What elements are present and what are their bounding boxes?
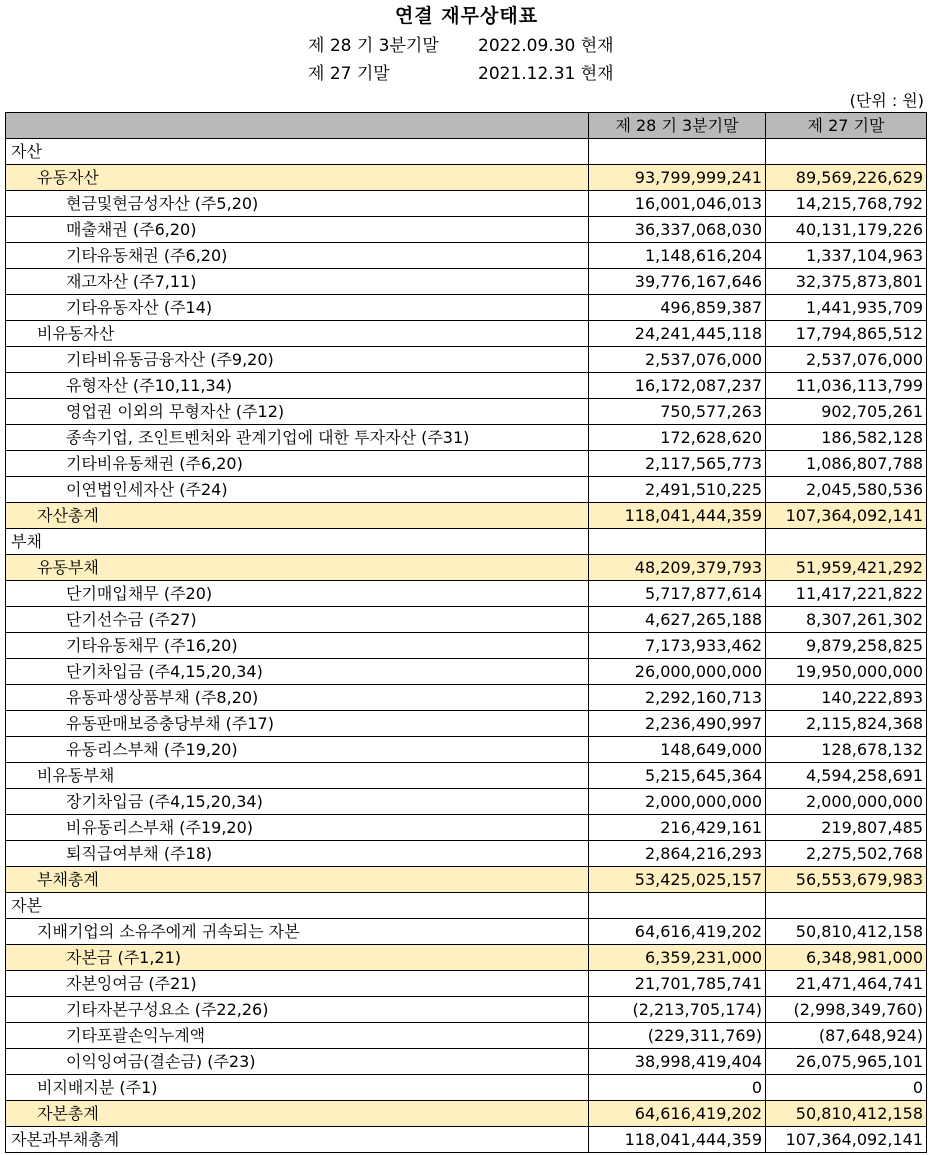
prior-period-amount: 51,959,421,292	[766, 555, 927, 581]
current-period-amount: 4,627,265,188	[589, 607, 766, 633]
prior-period-amount: 4,594,258,691	[766, 763, 927, 789]
current-period-amount: 0	[589, 1075, 766, 1101]
account-name: 자본잉여금 (주21)	[6, 971, 589, 997]
account-name: 기타포괄손익누계액	[6, 1023, 589, 1049]
prior-period-amount: 140,222,893	[766, 685, 927, 711]
table-row	[6, 633, 927, 659]
prior-period-amount: 32,375,873,801	[766, 269, 927, 295]
current-period-amount: 64,616,419,202	[589, 919, 766, 945]
current-period-amount	[589, 893, 766, 919]
account-name: 이연법인세자산 (주24)	[6, 477, 589, 503]
prior-period-amount: 11,036,113,799	[766, 373, 927, 399]
table-row	[6, 529, 927, 555]
current-period-amount: 7,173,933,462	[589, 633, 766, 659]
table-row	[6, 711, 927, 737]
account-name: 이익잉여금(결손금) (주23)	[6, 1049, 589, 1075]
prior-period-amount: 0	[766, 1075, 927, 1101]
table-row	[6, 685, 927, 711]
account-name: 비유동리스부채 (주19,20)	[6, 815, 589, 841]
prior-period-amount: 2,537,076,000	[766, 347, 927, 373]
current-period-amount: (229,311,769)	[589, 1023, 766, 1049]
current-period-amount: 64,616,419,202	[589, 1101, 766, 1127]
current-period-amount: 5,215,645,364	[589, 763, 766, 789]
account-name: 현금및현금성자산 (주5,20)	[6, 191, 589, 217]
table-row	[6, 217, 927, 243]
prior-period-amount: 89,569,226,629	[766, 165, 927, 191]
current-period-amount: (2,213,705,174)	[589, 997, 766, 1023]
prior-period-amount: 902,705,261	[766, 399, 927, 425]
current-period-amount: 148,649,000	[589, 737, 766, 763]
prior-period-line	[308, 59, 614, 84]
account-name: 기타자본구성요소 (주22,26)	[6, 997, 589, 1023]
prior-period-amount: 2,045,580,536	[766, 477, 927, 503]
table-row	[6, 1023, 927, 1049]
account-name: 부채	[6, 529, 589, 555]
current-period-amount: 496,859,387	[589, 295, 766, 321]
current-period-amount: 21,701,785,741	[589, 971, 766, 997]
current-period-amount: 750,577,263	[589, 399, 766, 425]
prior-period-amount: 8,307,261,302	[766, 607, 927, 633]
prior-period-amount: 17,794,865,512	[766, 321, 927, 347]
prior-period-label: 제 27 기말	[308, 64, 390, 84]
account-name: 자본과부채총계	[6, 1127, 589, 1153]
account-name: 비유동자산	[6, 321, 589, 347]
account-name: 영업권 이외의 무형자산 (주12)	[6, 399, 589, 425]
account-name: 비유동부채	[6, 763, 589, 789]
current-period-amount: 2,236,490,997	[589, 711, 766, 737]
table-body	[6, 139, 927, 1153]
table-row	[6, 919, 927, 945]
table-row	[6, 347, 927, 373]
current-period-amount: 53,425,025,157	[589, 867, 766, 893]
current-period-amount: 216,429,161	[589, 815, 766, 841]
current-period-amount: 93,799,999,241	[589, 165, 766, 191]
table-row	[6, 867, 927, 893]
current-period-amount: 16,001,046,013	[589, 191, 766, 217]
account-name: 퇴직급여부채 (주18)	[6, 841, 589, 867]
current-period-amount: 2,292,160,713	[589, 685, 766, 711]
balance-sheet-table	[5, 112, 927, 1153]
current-period-amount: 39,776,167,646	[589, 269, 766, 295]
prior-period-amount: 11,417,221,822	[766, 581, 927, 607]
current-period-amount: 24,241,445,118	[589, 321, 766, 347]
current-period-amount: 118,041,444,359	[589, 503, 766, 529]
account-name: 자본총계	[6, 1101, 589, 1127]
table-row	[6, 269, 927, 295]
table-row	[6, 321, 927, 347]
prior-period-amount	[766, 893, 927, 919]
prior-period-amount: 2,115,824,368	[766, 711, 927, 737]
table-row	[6, 789, 927, 815]
table-row	[6, 295, 927, 321]
current-period-amount: 48,209,379,793	[589, 555, 766, 581]
account-name: 장기차입금 (주4,15,20,34)	[6, 789, 589, 815]
header-current-period: 제 28 기 3분기말	[589, 113, 766, 139]
table-row	[6, 399, 927, 425]
table-row	[6, 737, 927, 763]
current-period-amount: 2,537,076,000	[589, 347, 766, 373]
current-period-amount: 2,864,216,293	[589, 841, 766, 867]
table-row	[6, 165, 927, 191]
current-period-line	[308, 31, 614, 56]
prior-period-amount: 50,810,412,158	[766, 1101, 927, 1127]
current-period-amount: 2,117,565,773	[589, 451, 766, 477]
current-period-amount: 5,717,877,614	[589, 581, 766, 607]
current-period-amount	[589, 529, 766, 555]
current-period-amount: 2,000,000,000	[589, 789, 766, 815]
unit-label: (단위 : 원)	[849, 91, 924, 110]
prior-period-amount: 50,810,412,158	[766, 919, 927, 945]
table-row	[6, 1075, 927, 1101]
prior-period-amount: 14,215,768,792	[766, 191, 927, 217]
account-name: 단기매입채무 (주20)	[6, 581, 589, 607]
account-name: 지배기업의 소유주에게 귀속되는 자본	[6, 919, 589, 945]
account-name: 자산	[6, 139, 589, 165]
account-name: 유형자산 (주10,11,34)	[6, 373, 589, 399]
prior-period-amount: 107,364,092,141	[766, 1127, 927, 1153]
account-name: 부채총계	[6, 867, 589, 893]
prior-period-amount: 219,807,485	[766, 815, 927, 841]
current-period-amount	[589, 139, 766, 165]
account-name: 기타유동채권 (주6,20)	[6, 243, 589, 269]
account-name: 자산총계	[6, 503, 589, 529]
prior-period-date: 2021.12.31 현재	[478, 64, 614, 84]
table-row	[6, 581, 927, 607]
prior-period-amount: 128,678,132	[766, 737, 927, 763]
account-name: 재고자산 (주7,11)	[6, 269, 589, 295]
prior-period-amount: (2,998,349,760)	[766, 997, 927, 1023]
account-name: 기타유동자산 (주14)	[6, 295, 589, 321]
account-name: 기타유동채무 (주16,20)	[6, 633, 589, 659]
table-header-row	[6, 113, 927, 139]
prior-period-amount: 2,000,000,000	[766, 789, 927, 815]
account-name: 유동자산	[6, 165, 589, 191]
current-period-label: 제 28 기 3분기말	[308, 36, 439, 56]
table-row	[6, 997, 927, 1023]
prior-period-amount: 21,471,464,741	[766, 971, 927, 997]
current-period-amount: 38,998,419,404	[589, 1049, 766, 1075]
prior-period-amount: 1,337,104,963	[766, 243, 927, 269]
current-period-date: 2022.09.30 현재	[478, 36, 614, 56]
table-row	[6, 139, 927, 165]
prior-period-amount	[766, 529, 927, 555]
account-name: 단기선수금 (주27)	[6, 607, 589, 633]
table-row	[6, 1127, 927, 1153]
account-name: 자본	[6, 893, 589, 919]
account-name: 단기차입금 (주4,15,20,34)	[6, 659, 589, 685]
current-period-amount: 2,491,510,225	[589, 477, 766, 503]
account-name: 유동파생상품부채 (주8,20)	[6, 685, 589, 711]
current-period-amount: 1,148,616,204	[589, 243, 766, 269]
table-row	[6, 1101, 927, 1127]
account-name: 기타비유동채권 (주6,20)	[6, 451, 589, 477]
statement-title: 연결 재무상태표	[394, 5, 539, 27]
current-period-amount: 36,337,068,030	[589, 217, 766, 243]
account-name: 유동판매보증충당부채 (주17)	[6, 711, 589, 737]
header-account	[6, 113, 589, 139]
table-row	[6, 503, 927, 529]
prior-period-amount: 56,553,679,983	[766, 867, 927, 893]
account-name: 비지배지분 (주1)	[6, 1075, 589, 1101]
prior-period-amount: 1,086,807,788	[766, 451, 927, 477]
table-row	[6, 815, 927, 841]
prior-period-amount: 1,441,935,709	[766, 295, 927, 321]
table-row	[6, 555, 927, 581]
prior-period-amount: 9,879,258,825	[766, 633, 927, 659]
prior-period-amount: 6,348,981,000	[766, 945, 927, 971]
header-prior-period: 제 27 기말	[766, 113, 927, 139]
prior-period-amount: 26,075,965,101	[766, 1049, 927, 1075]
prior-period-amount: 19,950,000,000	[766, 659, 927, 685]
account-name: 기타비유동금융자산 (주9,20)	[6, 347, 589, 373]
prior-period-amount: (87,648,924)	[766, 1023, 927, 1049]
current-period-amount: 6,359,231,000	[589, 945, 766, 971]
table-row	[6, 763, 927, 789]
account-name: 자본금 (주1,21)	[6, 945, 589, 971]
current-period-amount: 16,172,087,237	[589, 373, 766, 399]
table-row	[6, 659, 927, 685]
account-name: 종속기업, 조인트벤처와 관계기업에 대한 투자자산 (주31)	[6, 425, 589, 451]
table-row	[6, 243, 927, 269]
prior-period-amount	[766, 139, 927, 165]
current-period-amount: 118,041,444,359	[589, 1127, 766, 1153]
table-row	[6, 893, 927, 919]
table-row	[6, 841, 927, 867]
table-row	[6, 971, 927, 997]
table-row	[6, 607, 927, 633]
account-name: 매출채권 (주6,20)	[6, 217, 589, 243]
table-row	[6, 373, 927, 399]
prior-period-amount: 40,131,179,226	[766, 217, 927, 243]
table-row	[6, 425, 927, 451]
account-name: 유동부채	[6, 555, 589, 581]
prior-period-amount: 186,582,128	[766, 425, 927, 451]
table-row	[6, 945, 927, 971]
table-row	[6, 477, 927, 503]
prior-period-amount: 107,364,092,141	[766, 503, 927, 529]
statement-header	[0, 0, 933, 110]
account-name: 유동리스부채 (주19,20)	[6, 737, 589, 763]
table-row	[6, 451, 927, 477]
current-period-amount: 172,628,620	[589, 425, 766, 451]
table-row	[6, 191, 927, 217]
table-row	[6, 1049, 927, 1075]
current-period-amount: 26,000,000,000	[589, 659, 766, 685]
prior-period-amount: 2,275,502,768	[766, 841, 927, 867]
